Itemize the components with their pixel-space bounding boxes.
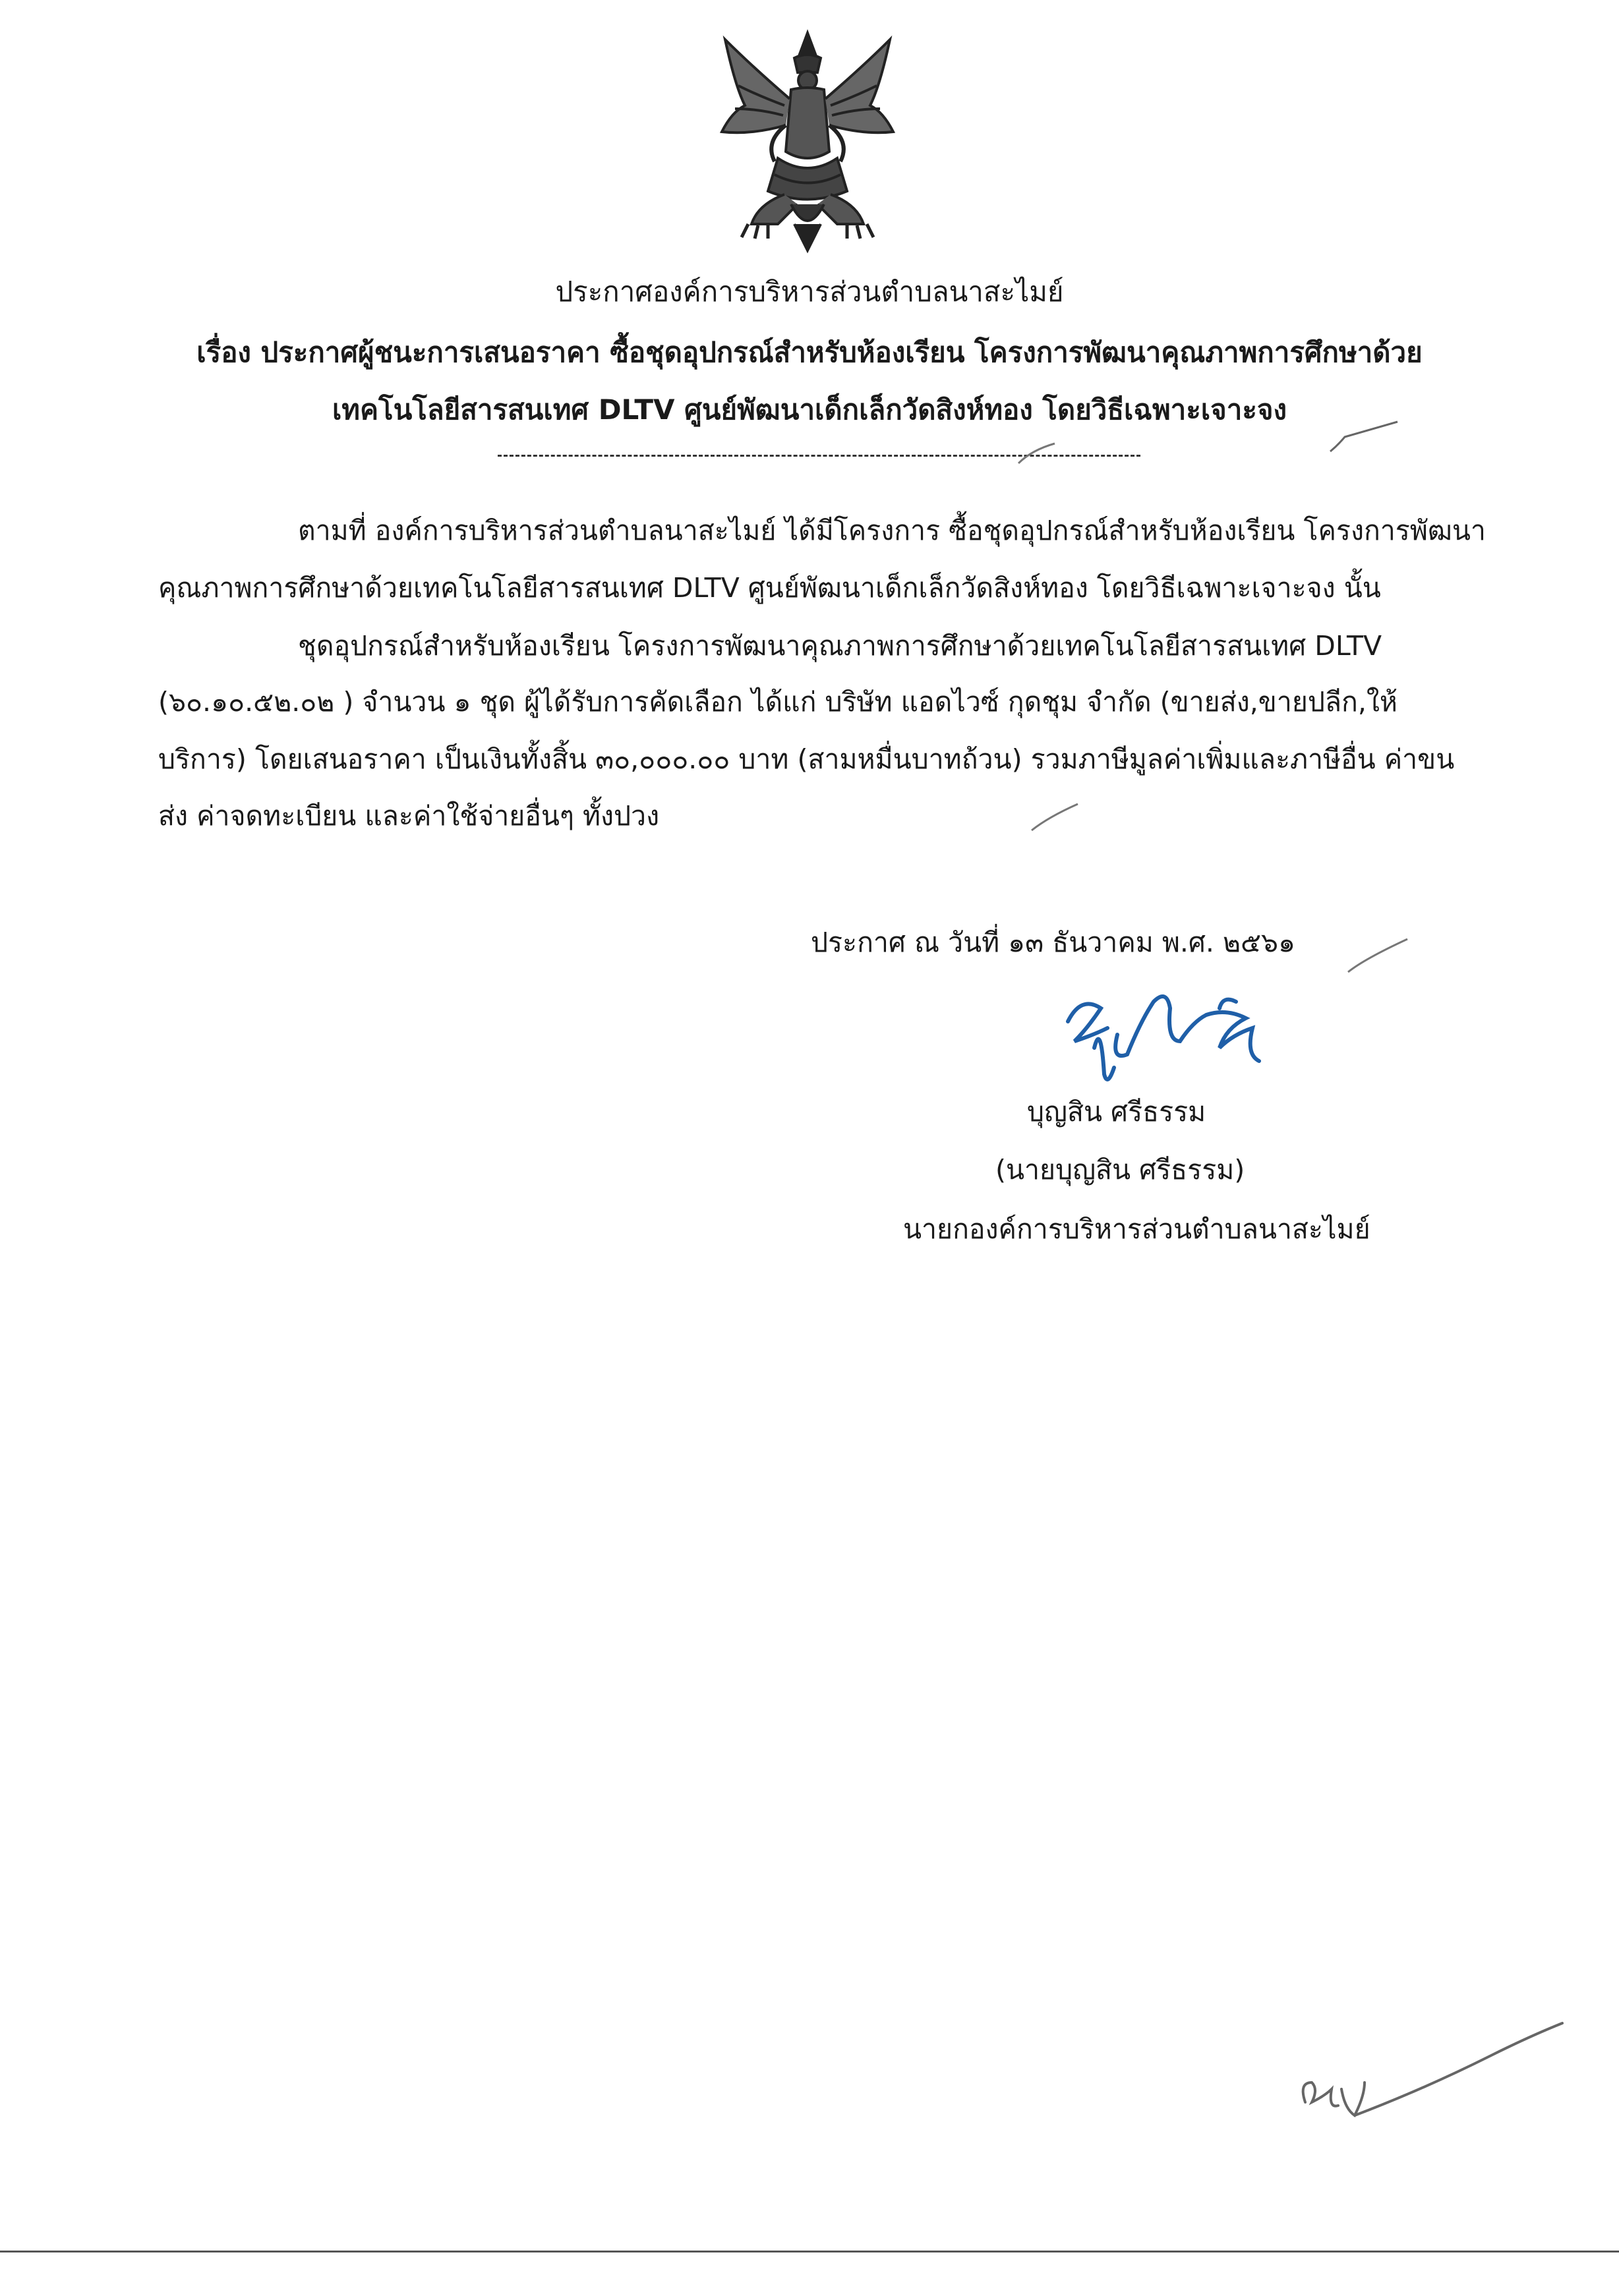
garuda-emblem-icon <box>712 26 903 254</box>
handwritten-signature-icon <box>1055 982 1318 1087</box>
signer-name: บุญสิน ศรีธรรม <box>1027 1096 1206 1128</box>
paragraph-1-line-2: คุณภาพการศึกษาด้วยเทคโนโลยีสารสนเทศ DLTV ศูนย์พัฒนาเด็กเล็กวัดสิงห์ทอง โดยวิธีเฉพาะเจาะจง นั้น <box>158 572 1381 604</box>
subject-line-2: เทคโนโลยีสารสนเทศ DLTV ศูนย์พัฒนาเด็กเล็กวัดสิงห์ทอง โดยวิธีเฉพาะเจาะจง <box>332 393 1287 426</box>
pen-tick-icon <box>1015 440 1061 467</box>
paragraph-2-line-3: บริการ) โดยเสนอราคา เป็นเงินทั้งสิ้น ๓๐,๐๐๐.๐๐ บาท (สามหมื่นบาทถ้วน) รวมภาษีมูลค่าเพิ่มและภาษีอื่น ค่าขน <box>158 743 1455 775</box>
pen-check-mark-icon <box>1325 418 1404 458</box>
paragraph-2-line-1: ชุดอุปกรณ์สำหรับห้องเรียน โครงการพัฒนาคุณภาพการศึกษาด้วยเทคโนโลยีสารสนเทศ DLTV <box>298 630 1382 662</box>
issuer-title: ประกาศองค์การบริหารส่วนตำบลนาสะไมย์ <box>555 275 1064 308</box>
pen-check-mark-icon <box>1345 936 1411 975</box>
pen-tick-icon <box>1028 801 1081 834</box>
subject-line-1: เรื่อง ประกาศผู้ชนะการเสนอราคา ซื้อชุดอุปกรณ์สำหรับห้องเรียน โครงการพัฒนาคุณภาพการศึกษาด้วย <box>196 336 1423 368</box>
handwritten-initials-icon <box>1292 2017 1569 2142</box>
paragraph-2-line-4: ส่ง ค่าจดทะเบียน และค่าใช้จ่ายอื่นๆ ทั้งปวง <box>158 800 660 832</box>
paragraph-1-line-1: ตามที่ องค์การบริหารส่วนตำบลนาสะไมย์ ได้มีโครงการ ซื้อชุดอุปกรณ์สำหรับห้องเรียน โครงการพัฒนา <box>298 515 1486 546</box>
paragraph-2-line-2: (๖๐.๑๐.๕๒.๐๒ ) จำนวน ๑ ชุด ผู้ได้รับการคัดเลือก ได้แก่ บริษัท แอดไวซ์ กุดชุม จำกัด (ขายส่ง,ขายปลีก,ให้ <box>158 686 1398 718</box>
signer-full-name: (นายบุญสิน ศรีธรรม) <box>995 1154 1245 1186</box>
announcement-date: ประกาศ ณ วันที่ ๑๓ ธันวาคม พ.ศ. ๒๕๖๑ <box>811 927 1296 958</box>
page-bottom-rule <box>0 2251 1619 2253</box>
signer-position: นายกองค์การบริหารส่วนตำบลนาสะไมย์ <box>903 1213 1370 1245</box>
